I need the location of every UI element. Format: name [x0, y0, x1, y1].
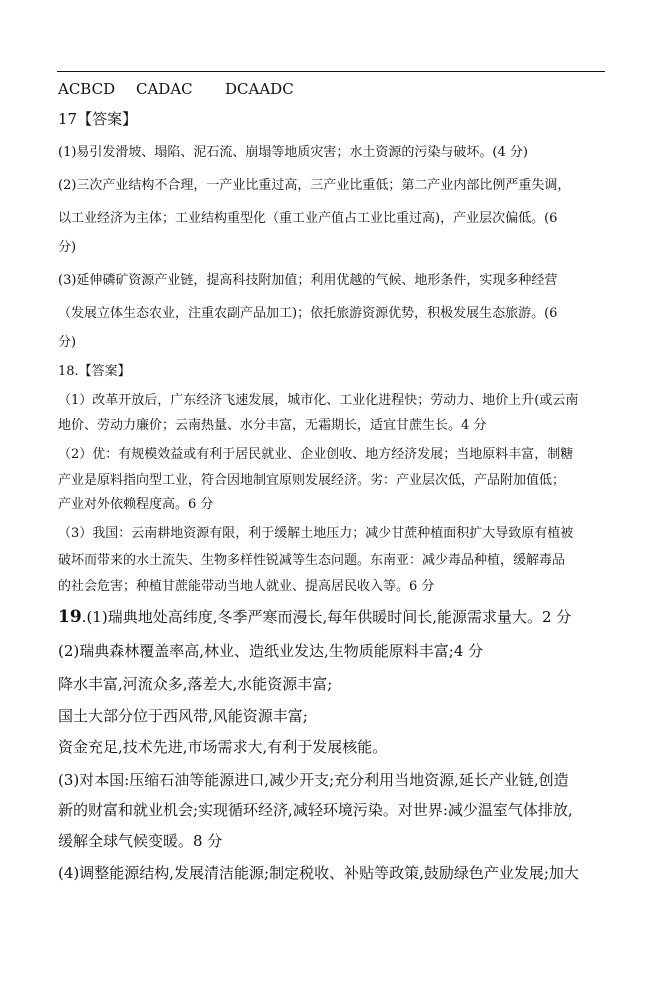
q17-line: (2)三次产业结构不合理，一产业比重过高，三产业比重低；第二产业内部比例严重失调，	[58, 178, 571, 193]
q19-line: (4)调整能源结构,发展清洁能源;制定税收、补贴等政策,鼓励绿色产业发展;加大	[58, 864, 579, 882]
q18-line: （2）优：有规模效益或有利于居民就业、企业创收、地方经济发展；当地原料丰富，制糖	[58, 447, 574, 462]
q19-line: 资金充足,技术先进,市场需求大,有利于发展核能。	[58, 738, 388, 756]
q18-line: 产业对外依赖程度高。6 分	[58, 497, 214, 512]
q17-line: 分)	[58, 335, 77, 350]
answer-group-1: ACBCD	[58, 80, 116, 98]
q19-first-line-text: .(1)瑞典地处高纬度,冬季严寒而漫长,每年供暖时间长,能源需求量大。2 分	[81, 608, 572, 626]
q19-line: 国土大部分位于西风带,风能资源丰富;	[58, 707, 308, 725]
q18-line: 破坏而带来的水土流失、生物多样性锐减等生态问题。东南亚：减少毒品种植，缓解毒品	[58, 553, 566, 568]
q18-line: 地价、劳动力廉价；云南热量、水分丰富，无霜期长，适宜甘蔗生长。4 分	[58, 418, 487, 433]
q18-line: （3）我国：云南耕地资源有限，利于缓解土地压力；减少甘蔗种植面积扩大导致原有植被	[58, 526, 574, 541]
answer-group-2: CADAC	[136, 80, 193, 98]
answers-row	[58, 80, 294, 98]
q18-line: 产业是原料指向型工业，符合因地制宜原则发展经济。劣：产业层次低，产品附加值低；	[58, 473, 566, 488]
q19-first-line	[58, 606, 571, 627]
q18-line: （1）改革开放后，广东经济飞速发展，城市化、工业化进程快；劳动力、地价上升(或云南	[58, 393, 579, 408]
q17-line: (3)延伸磷矿资源产业链，提高科技附加值；利用优越的气候、地形条件，实现多种经营	[58, 273, 558, 288]
q19-line: (3)对本国:压缩石油等能源进口,减少开支;充分利用当地资源,延长产业链,创造	[58, 771, 569, 789]
answer-group-3: DCAADC	[225, 80, 294, 98]
q19-line: 缓解全球气候变暖。8 分	[58, 832, 223, 850]
q19-line: 降水丰富,河流众多,落差大,水能资源丰富;	[58, 675, 333, 693]
q17-line: (1)易引发滑坡、塌陷、泥石流、崩塌等地质灾害；水土资源的污染与破坏。(4 分)	[58, 145, 528, 160]
q17-line: （发展立体生态农业，注重农副产品加工)；依托旅游资源优势，积极发展生态旅游。(6	[58, 306, 558, 321]
q18-heading: 18.【答案】	[58, 364, 131, 379]
q17-line: 以工业经济为主体；工业结构重型化（重工业产值占工业比重过高)，产业层次偏低。(6	[58, 211, 558, 226]
q19-line: (2)瑞典森林覆盖率高,林业、造纸业发达,生物质能原料丰富;4 分	[58, 642, 484, 660]
q19-line: 新的财富和就业机会;实现循环经济,减轻环境污染。对世界:减少温室气体排放,	[58, 801, 573, 819]
q19-number: 19	[58, 607, 82, 627]
q18-line: 的社会危害；种植甘蔗能带动当地人就业、提高居民收入等。6 分	[58, 579, 435, 594]
q17-line: 分)	[58, 240, 77, 255]
q17-heading: 17【答案】	[58, 110, 138, 128]
